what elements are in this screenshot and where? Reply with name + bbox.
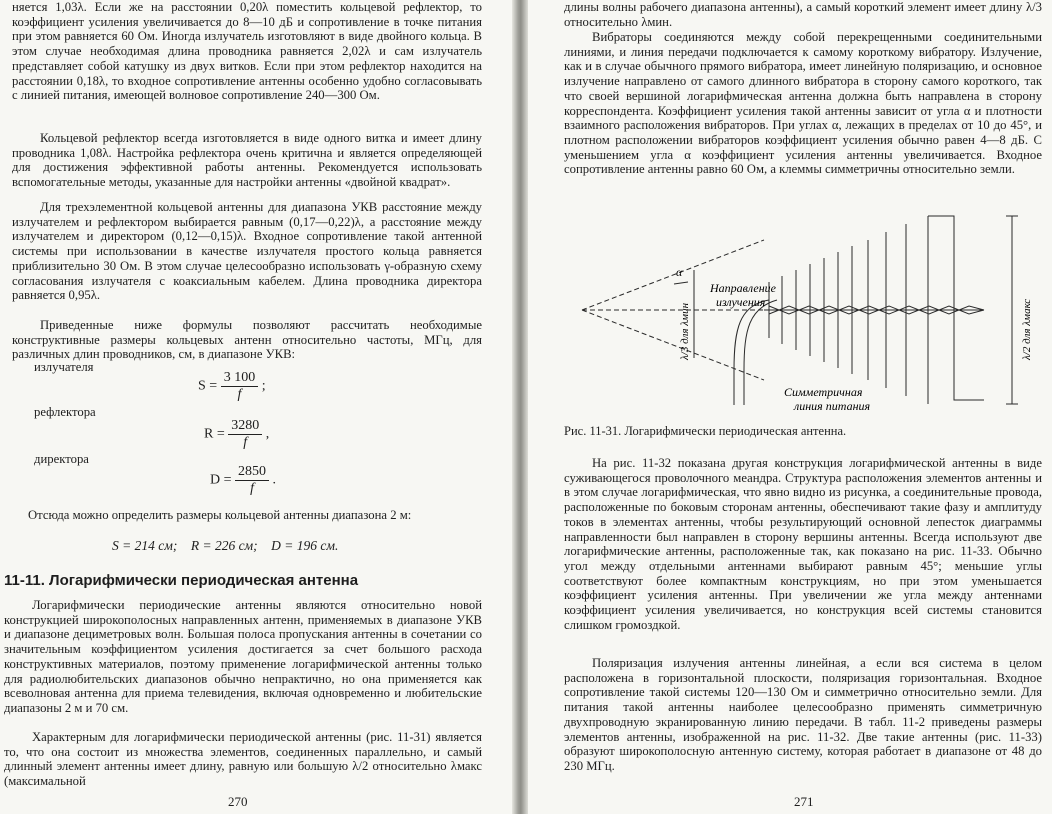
right-para-3: На рис. 11-32 показана другая конструкция логарифмической антенны в виде суживающегося проволочного меандра. Структура расположения элементов антенны и в этом случае логарифмическая, что явно видно из рисунка, а соединительные провода, расположенные по боковым сторонам антенны, обеспечивают такие фазу и амплитуду токов в элементах антенны, чтобы результирующий основной лепесток диаграммы направленности был направлен в сторону вершины антенны. Всегда используют две логарифмические антенны, расположенные так, как показано на рис. 11-33. Обычно угол между отдельными антеннами выбирают равным 45°; меньшие углы соответствуют более компактным конструкциям, но при этом уменьшается коэффициент усиления антенны. При увеличении же угла между антеннами коэффициент усиления увеличивается, но конструкция всей системы становится слишком громоздкой. — [564, 456, 1042, 632]
formula-d-denominator: f — [250, 481, 254, 496]
formula-d-numerator: 2850 — [235, 464, 269, 481]
left-para-5: Отсюда можно определить размеры кольцевой антенны диапазона 2 м: — [28, 508, 412, 522]
label-director: директора — [34, 452, 89, 466]
figure-caption: Рис. 11-31. Логарифмически периодическая антенна. — [564, 424, 847, 438]
formula-s-fraction — [221, 370, 259, 403]
label-short-element: λ/3 для λмин — [679, 302, 691, 360]
formula-r-numerator: 3280 — [228, 418, 262, 435]
book-gutter — [512, 0, 528, 814]
label-feed-1: Симметричная — [784, 385, 863, 399]
label-reflector: рефлектора — [34, 405, 96, 419]
left-para-4: Приведенные ниже формулы позволяют рассчитать необходимые конструктивные размеры кольцевых антенн относительно частоты, МГц, для различных длин проводников, см, в диапазоне УКВ: — [12, 318, 482, 362]
log-periodic-antenna-figure — [564, 210, 1042, 420]
left-para-2: Кольцевой рефлектор всегда изготовляется в виде одного витка и имеет длину проводника 1,08λ. Настройка рефлектора очень критична и является определяющей для достижения эффективной работы антенны. Рекомендуется использовать вспомогательные методы, указанные для настройки антенны «двойной квадрат». — [12, 131, 482, 190]
formula-r-fraction — [228, 418, 262, 451]
formula-r-tail: , — [265, 426, 270, 442]
right-para-2: Вибраторы соединяются между собой перекрещенными соединительными линиями, и линия передачи подключается к самому короткому вибратору. Излучение, как и в случае обычного прямого вибратора, имеет линейную поляризацию, и основное излучение направлено от самого длинного вибратора в сторону самого короткого, так что своей вершиной логарифмическая антенна должна быть направлена в сторону корреспондента. Коэффициент усиления такой антенны зависит от угла α и плотности взаимного расположения вибраторов. При углах α, лежащих в пределах от 10 до 45°, и плотном расположении вибраторов коэффициент усиления обычно равен 4—8 дБ. С уменьшением угла α коэффициент усиления антенны увеличивается. Входное сопротивление антенны равно 60 Ом, а клеммы симметричны относительно земли. — [564, 30, 1042, 177]
label-feed-2: линия питания — [794, 399, 871, 413]
formula-d-fraction — [235, 464, 269, 497]
formula-s-numerator: 3 100 — [221, 370, 259, 387]
formula-s-denominator: f — [237, 387, 242, 402]
page-number-left: 270 — [228, 794, 248, 809]
right-page — [528, 0, 1052, 814]
section-heading: 11-11. Логарифмически периодическая антенна — [4, 572, 359, 589]
label-direction-2: излучения — [716, 295, 766, 309]
formula-r-lhs: R = — [204, 426, 225, 442]
formula-d-tail: . — [272, 472, 277, 488]
right-para-1: длины волны рабочего диапазона антенны), а самый короткий элемент имеет длину λ/3 относительно λмин. — [564, 0, 1042, 29]
label-direction-1: Направление — [710, 281, 777, 295]
left-page — [0, 0, 512, 814]
formula-d — [210, 464, 276, 497]
label-alpha: α — [676, 265, 683, 279]
label-emitter: излучателя — [34, 360, 94, 374]
formula-r — [204, 418, 269, 451]
left-para-7: Характерным для логарифмически периодической антенны (рис. 11-31) является то, что она состоит из множества элементов, соединенных параллельно, и самый длинный элемент антенны имеет длину, равную или большую λ/2 относительно λмакс (максимальной — [4, 730, 482, 789]
formula-s-tail: ; — [261, 378, 266, 394]
result-line: S = 214 см; R = 226 см; D = 196 см. — [112, 538, 339, 553]
label-long-element: λ/2 для λмакс — [1021, 298, 1033, 360]
right-para-4: Поляризация излучения антенны линейная, а если вся система в целом расположена в горизонтальной плоскости, поляризация горизонтальная. Входное сопротивление такой системы 120—130 Ом и симметрично относительно земли. Для питания такой антенны наиболее целесообразно применять симметричную двухпроводную экранированную линию передачи. В табл. 11-2 приведены размеры элементов антенны, изображенной на рис. 11-32. Две такие антенны (рис. 11-33) образуют широкополосную антенную систему, которая работает в диапазоне от 48 до 230 МГц. — [564, 656, 1042, 773]
page-number-right: 271 — [794, 794, 814, 809]
left-para-6: Логарифмически периодические антенны являются относительно новой конструкцией широкополосных направленных антенн, применяемых в диапазоне УКВ и диапазоне дециметровых волн. Большая полоса пропускания антенны в сочетании со значительным коэффициентом усиления достигается за счет большого расхода конструктивных материалов, поэтому применение логарифмической антенны только для радиолюбительских диапазонов обычно непрактично, но она применяется как всеволновая антенна для приема телевидения, включая одновременно и любительские диапазоны 2 м и 70 см. — [4, 598, 482, 715]
formula-s — [198, 370, 266, 403]
formula-d-lhs: D = — [210, 472, 232, 488]
left-para-1: няется 1,03λ. Если же на расстоянии 0,20λ поместить кольцевой рефлектор, то коэффициент усиления увеличивается до 8—10 дБ и сопротивление в точке питания при этом равняется 60 Ом. Иногда излучатель изготовляют в виде двойного кольца. В этом случае необходимая длина проводника равняется 2,02λ и сам излучатель представляет собой катушку из двух витков. Если при этом рефлектор находится на расстоянии 0,18λ, то входное сопротивление антенны особенно удобно согласовывать с линией питания, имеющей волновое сопротивление 240—300 Ом. — [12, 0, 482, 103]
left-para-3: Для трехэлементной кольцевой антенны для диапазона УКВ расстояние между излучателем и рефлектором выбирается равным (0,17—0,22)λ, а расстояние между излучателем и директором (0,12—0,15)λ. Входное сопротивление такой антенной системы при использовании в качестве излучателя простого кольца равняется приблизительно 30 Ом. В этом случае целесообразно использовать γ-образную схему согласования излучателя с коаксиальным кабелем. Длина проводника директора равняется 0,95λ. — [12, 200, 482, 303]
formula-r-denominator: f — [243, 435, 248, 450]
formula-s-lhs: S = — [198, 378, 218, 394]
